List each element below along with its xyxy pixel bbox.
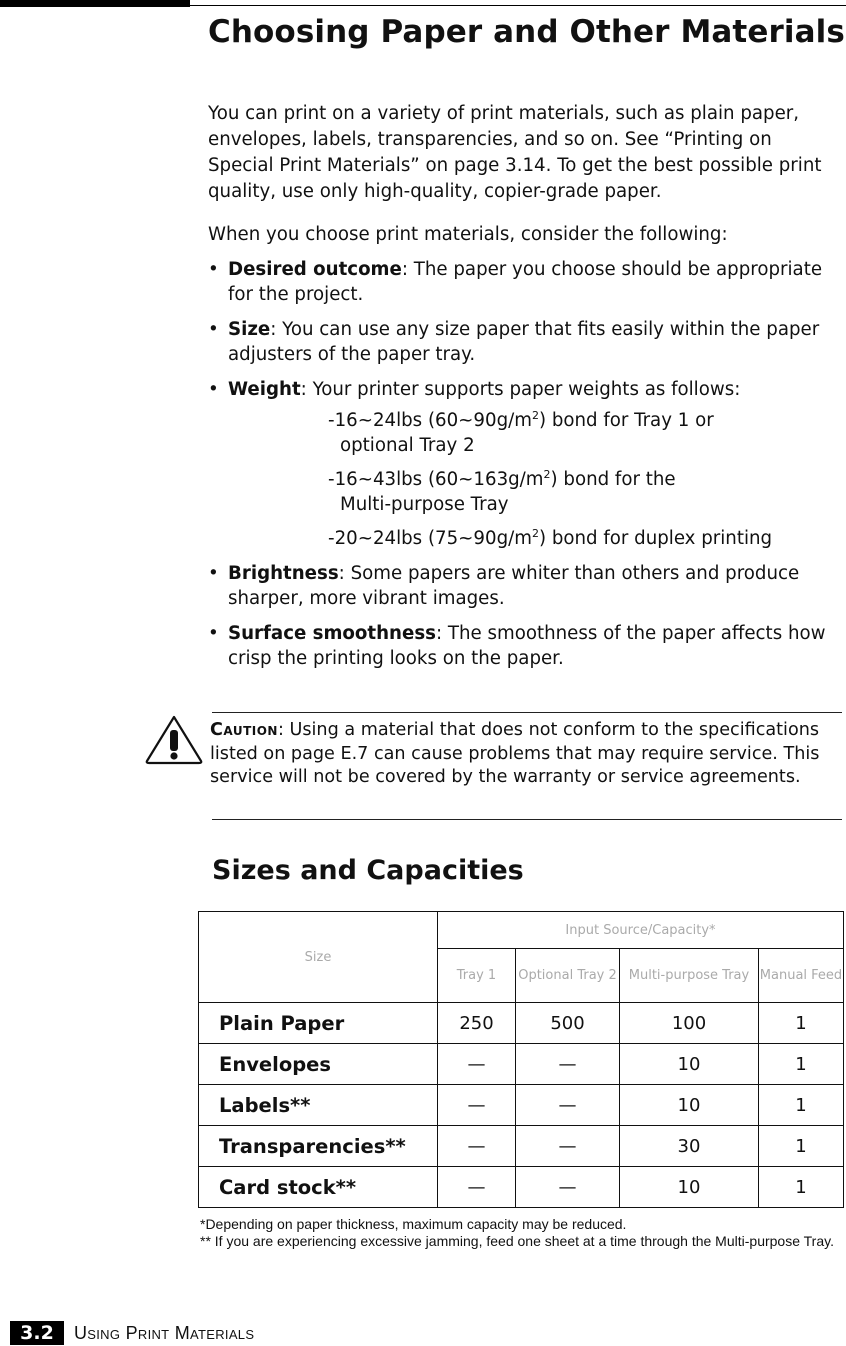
col-header: Multi-purpose Tray <box>620 949 759 1003</box>
caution-rule-bottom <box>212 819 842 820</box>
row-label: Envelopes <box>199 1044 438 1085</box>
weight-list <box>328 408 840 551</box>
criteria-term: Brightness <box>228 563 339 584</box>
caution-note <box>210 719 842 790</box>
header-rule-thick <box>0 0 190 7</box>
table-cell: 10 <box>620 1085 759 1126</box>
table-cell: — <box>438 1085 516 1126</box>
row-label: Transparencies** <box>199 1126 438 1167</box>
table-cell: 1 <box>759 1167 844 1208</box>
table-cell: — <box>516 1085 620 1126</box>
chapter-title: Using Print Materials <box>74 1323 255 1343</box>
list-item: • Surface smoothness: The smoothness of the paper affects how crisp the printing looks on the paper. <box>208 623 826 669</box>
footnote: *Depending on paper thickness, maximum capacity may be reduced. <box>200 1216 627 1232</box>
table-cell: 10 <box>620 1167 759 1208</box>
size-header: Size <box>199 912 438 1003</box>
row-label: Plain Paper <box>199 1003 438 1044</box>
table-cell: 1 <box>759 1003 844 1044</box>
list-item: • Brightness: Some papers are whiter than others and produce sharper, more vibrant images. <box>208 563 800 609</box>
list-item: • Weight: Your printer supports paper weights as follows: -16~24lbs $(60\sim 90g/m^2)$ bond for Tray 1 or optional Tray 2 -16~43lbs $(60\sim 163g/m^2)$ bond for the Multi-purpose Tray -20~24lbs $(75\sim 90g/m^2)$ bond for duplex printing <box>208 377 840 551</box>
table-cell: 100 <box>620 1003 759 1044</box>
table-cell: 1 <box>759 1126 844 1167</box>
input-source-header: Input Source/Capacity* <box>438 912 844 949</box>
table-row <box>199 1003 844 1044</box>
table-cell: — <box>516 1126 620 1167</box>
table-footnotes <box>200 1216 840 1250</box>
criteria-term: Weight <box>228 379 301 400</box>
criteria-list <box>208 257 840 681</box>
header-rule <box>190 5 846 6</box>
col-header: Manual Feed <box>759 949 844 1003</box>
consider-paragraph: When you choose print materials, consider the following: <box>208 224 728 245</box>
capacity-table <box>198 911 844 1208</box>
table-cell: 500 <box>516 1003 620 1044</box>
table-cell: — <box>438 1044 516 1085</box>
list-item: • Desired outcome: The paper you choose should be appropriate for the project. <box>208 259 823 305</box>
table-cell: — <box>438 1126 516 1167</box>
criteria-desc: : The paper you choose should be appropriate for the project. <box>228 259 823 305</box>
weight-item: -16~24lbs $(60\sim 90g/m^2)$ bond for Tray 1 or optional Tray 2 <box>328 408 714 456</box>
criteria-desc: : You can use any size paper that fits easily within the paper adjusters of the paper tray. <box>228 319 820 365</box>
caution-label: Caution <box>210 720 278 740</box>
table-row <box>199 1044 844 1085</box>
table-cell: 250 <box>438 1003 516 1044</box>
table-cell: 1 <box>759 1044 844 1085</box>
col-header: Optional Tray 2 <box>516 949 620 1003</box>
table-row <box>199 1167 844 1208</box>
table-cell: 30 <box>620 1126 759 1167</box>
page-title: Choosing Paper and Other Materials <box>208 14 845 50</box>
table-cell: — <box>516 1167 620 1208</box>
criteria-desc: : Some papers are whiter than others and produce sharper, more vibrant images. <box>228 563 800 609</box>
footnote: ** If you are experiencing excessive jamming, feed one sheet at a time through the Multi-purpose Tray. <box>200 1233 834 1249</box>
criteria-desc: : The smoothness of the paper affects how crisp the printing looks on the paper. <box>228 623 826 669</box>
table-row <box>199 1126 844 1167</box>
section-title: Sizes and Capacities <box>212 855 524 886</box>
col-header: Tray 1 <box>438 949 516 1003</box>
list-item: • Size: You can use any size paper that fits easily within the paper adjusters of the paper tray. <box>208 319 820 365</box>
table-row <box>199 1085 844 1126</box>
row-label: Labels** <box>199 1085 438 1126</box>
caution-text: : Using a material that does not conform to the specifications listed on page E.7 can cause problems that may require service. This service will not be covered by the warranty or service agreements. <box>210 720 820 787</box>
row-label: Card stock** <box>199 1167 438 1208</box>
table-cell: 1 <box>759 1085 844 1126</box>
criteria-term: Desired outcome <box>228 259 402 280</box>
criteria-term: Size <box>228 319 271 340</box>
page-number-badge: 3.2 <box>10 1321 64 1345</box>
table-cell: — <box>516 1044 620 1085</box>
criteria-desc: : Your printer supports paper weights as follows: <box>300 379 741 400</box>
caution-rule-top <box>212 712 842 713</box>
weight-item: -16~43lbs $(60\sim 163g/m^2)$ bond for the Multi-purpose Tray <box>328 467 676 515</box>
table-cell: — <box>438 1167 516 1208</box>
criteria-term: Surface smoothness <box>228 623 436 644</box>
table-cell: 10 <box>620 1044 759 1085</box>
weight-item: -20~24lbs $(75\sim 90g/m^2)$ bond for duplex printing <box>328 526 773 549</box>
caution-warning-icon <box>144 714 204 766</box>
intro-paragraph: You can print on a variety of print materials, such as plain paper, envelopes, labels, transparencies, and so on. See “Printing on Special Print Materials” on page 3.14. To get the best possible print quality, use only high-quality, copier-grade paper. <box>208 103 822 202</box>
